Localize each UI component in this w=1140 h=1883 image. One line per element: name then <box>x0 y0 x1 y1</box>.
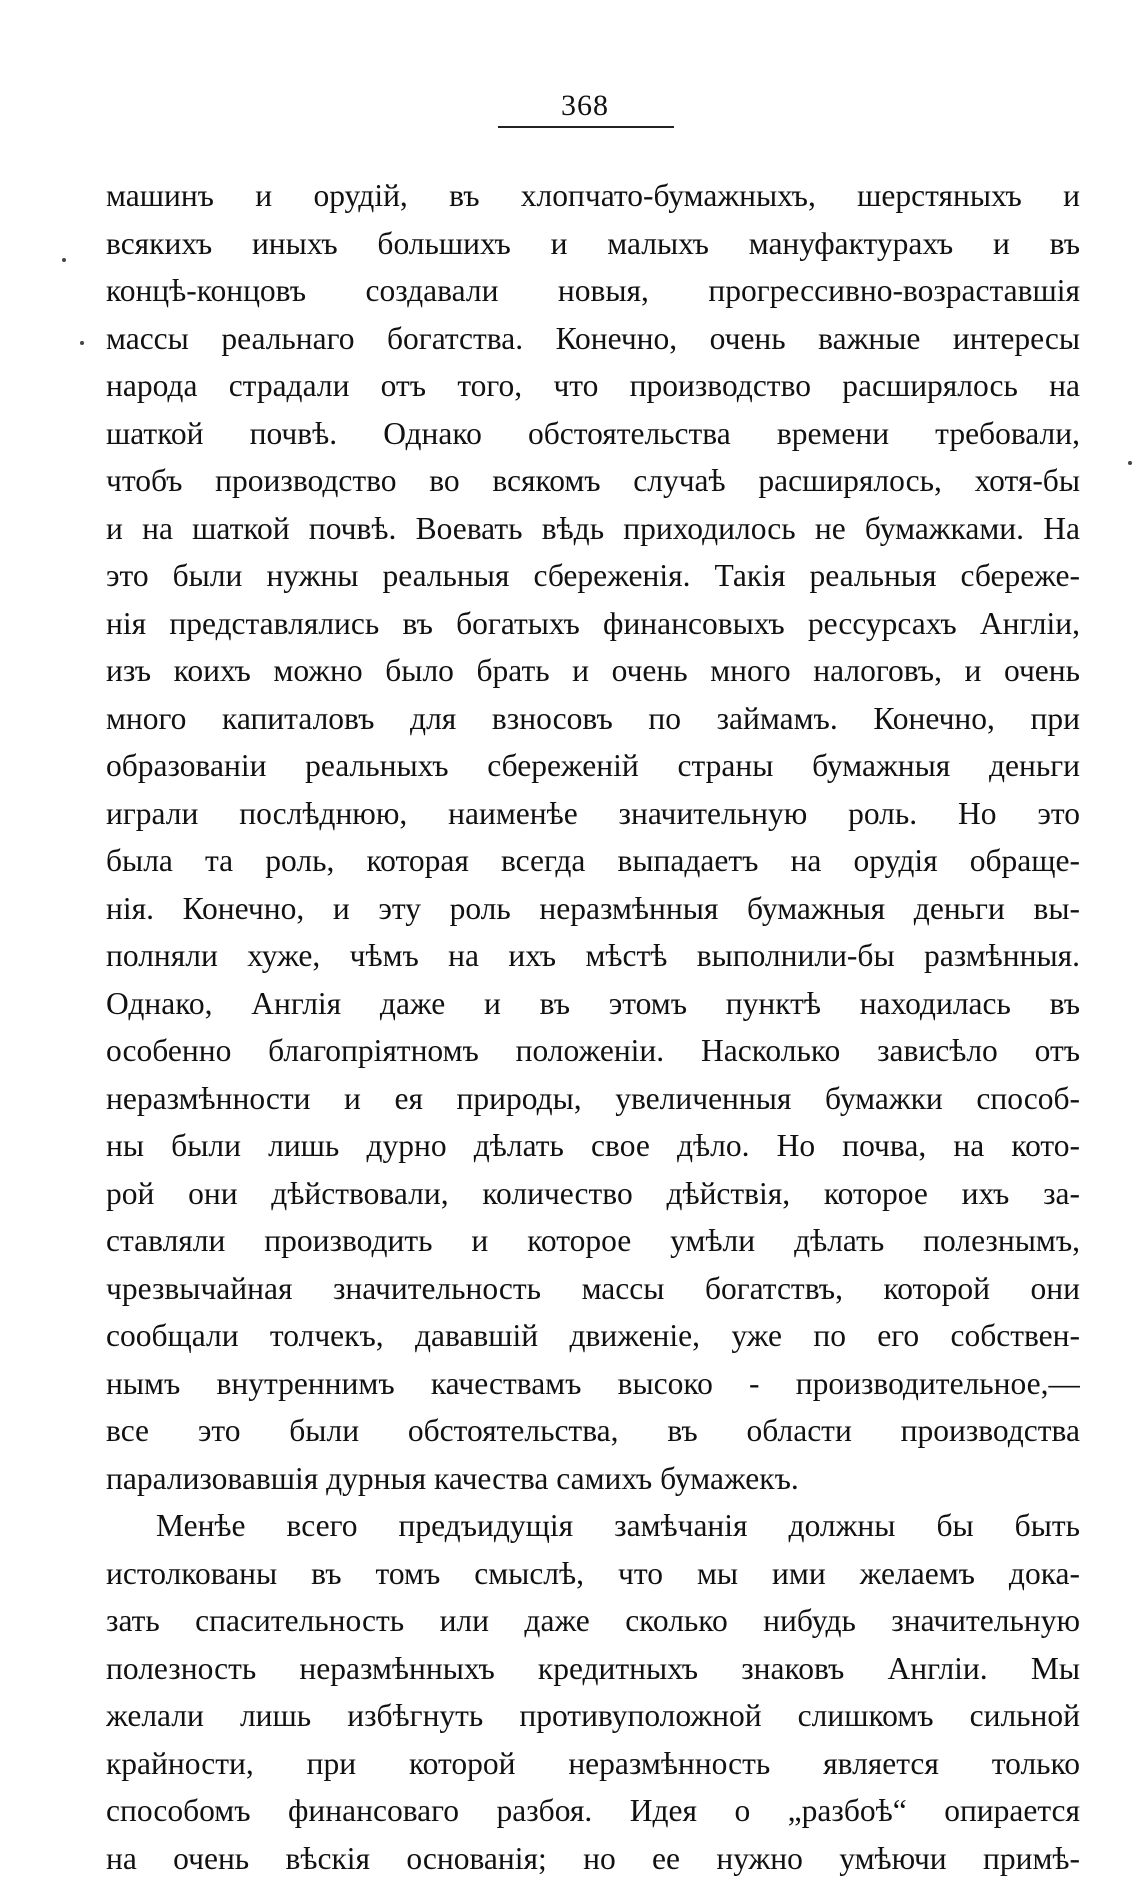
text-line: неразмѣнности и ея природы, увеличенныя бумажки способ- <box>106 1080 1080 1116</box>
margin-speck <box>1128 461 1132 465</box>
text-line: играли послѣднюю, наименѣе значительную роль. Но это <box>106 795 1080 831</box>
text-line: желали лишь избѣгнуть противуположной слишкомъ сильной <box>106 1698 1080 1733</box>
text-line: нія представлялись въ богатыхъ финансовыхъ рессурсахъ Англіи, <box>106 605 1080 641</box>
page-number-rule <box>498 126 674 128</box>
text-line: нія. Конечно, и эту роль неразмѣнныя бумажныя деньги вы- <box>106 890 1080 926</box>
page-number: 368 <box>561 89 609 122</box>
text-line: была та роль, которая всегда выпадаетъ на орудія обраще- <box>106 843 1080 878</box>
text-line: сообщали толчекъ, дававшій движеніе, уже по его собствен- <box>106 1318 1080 1353</box>
text-line-paragraph-end: парализовавшія дурныя качества самихъ бумажекъ. <box>106 1460 799 1496</box>
text-line: все это были обстоятельства, въ области производства <box>106 1413 1080 1448</box>
text-line: на очень вѣскія основанія; но ее нужно умѣючи примѣ- <box>106 1840 1080 1876</box>
text-line: машинъ и орудій, въ хлопчато-бумажныхъ, шерстяныхъ и <box>106 178 1080 213</box>
margin-speck <box>80 341 84 345</box>
text-line: и на шаткой почвѣ. Воевать вѣдь приходилось не бумажками. На <box>106 510 1080 546</box>
text-line: полняли хуже, чѣмъ на ихъ мѣстѣ выполнили-бы размѣнныя. <box>106 938 1080 973</box>
text-line: полезность неразмѣнныхъ кредитныхъ знаковъ Англіи. Мы <box>106 1650 1080 1686</box>
text-line: способомъ финансоваго разбоя. Идея о „разбоѣ“ опирается <box>106 1793 1080 1828</box>
text-line: шаткой почвѣ. Однако обстоятельства времени требовали, <box>106 415 1080 451</box>
text-line: чтобъ производство во всякомъ случаѣ расширялось, хотя-бы <box>106 463 1080 498</box>
text-line: это были нужны реальныя сбереженія. Такія реальныя сбереже- <box>106 558 1080 593</box>
text-line: народа страдали отъ того, что производство расширялось на <box>106 368 1080 403</box>
text-line: чрезвычайная значительность массы богатствъ, которой они <box>106 1270 1080 1306</box>
text-line: крайности, при которой неразмѣнность является только <box>106 1745 1080 1781</box>
text-line: всякихъ иныхъ большихъ и малыхъ мануфактурахъ и въ <box>106 225 1080 261</box>
text-line: истолкованы въ томъ смыслѣ, что мы ими желаемъ дока- <box>106 1555 1080 1591</box>
text-line: нымъ внутреннимъ качествамъ высоко - производительное,— <box>106 1365 1080 1401</box>
text-line: ны были лишь дурно дѣлать свое дѣло. Но почва, на кото- <box>106 1128 1080 1163</box>
text-line: массы реальнаго богатства. Конечно, очень важные интересы <box>106 320 1080 356</box>
text-line: изъ коихъ можно было брать и очень много налоговъ, и очень <box>106 653 1080 688</box>
text-line-paragraph-start: Менѣе всего предъидущія замѣчанія должны бы быть <box>156 1508 1080 1543</box>
body-text <box>106 172 1080 1882</box>
text-line: зать спасительность или даже сколько нибудь значительную <box>106 1603 1080 1638</box>
text-line: Однако, Англія даже и въ этомъ пунктѣ находилась въ <box>106 985 1080 1021</box>
text-line: концѣ-концовъ создавали новыя, прогрессивно-возраставшія <box>106 273 1080 308</box>
text-line: особенно благопріятномъ положеніи. Насколько зависѣло отъ <box>106 1033 1080 1068</box>
text-line: образованіи реальныхъ сбереженій страны бумажныя деньги <box>106 748 1080 783</box>
text-line: рой они дѣйствовали, количество дѣйствія, которое ихъ за- <box>106 1175 1080 1211</box>
margin-speck <box>62 258 66 262</box>
text-line: много капиталовъ для взносовъ по займамъ. Конечно, при <box>106 700 1080 736</box>
text-line: ставляли производить и которое умѣли дѣлать полезнымъ, <box>106 1223 1080 1258</box>
